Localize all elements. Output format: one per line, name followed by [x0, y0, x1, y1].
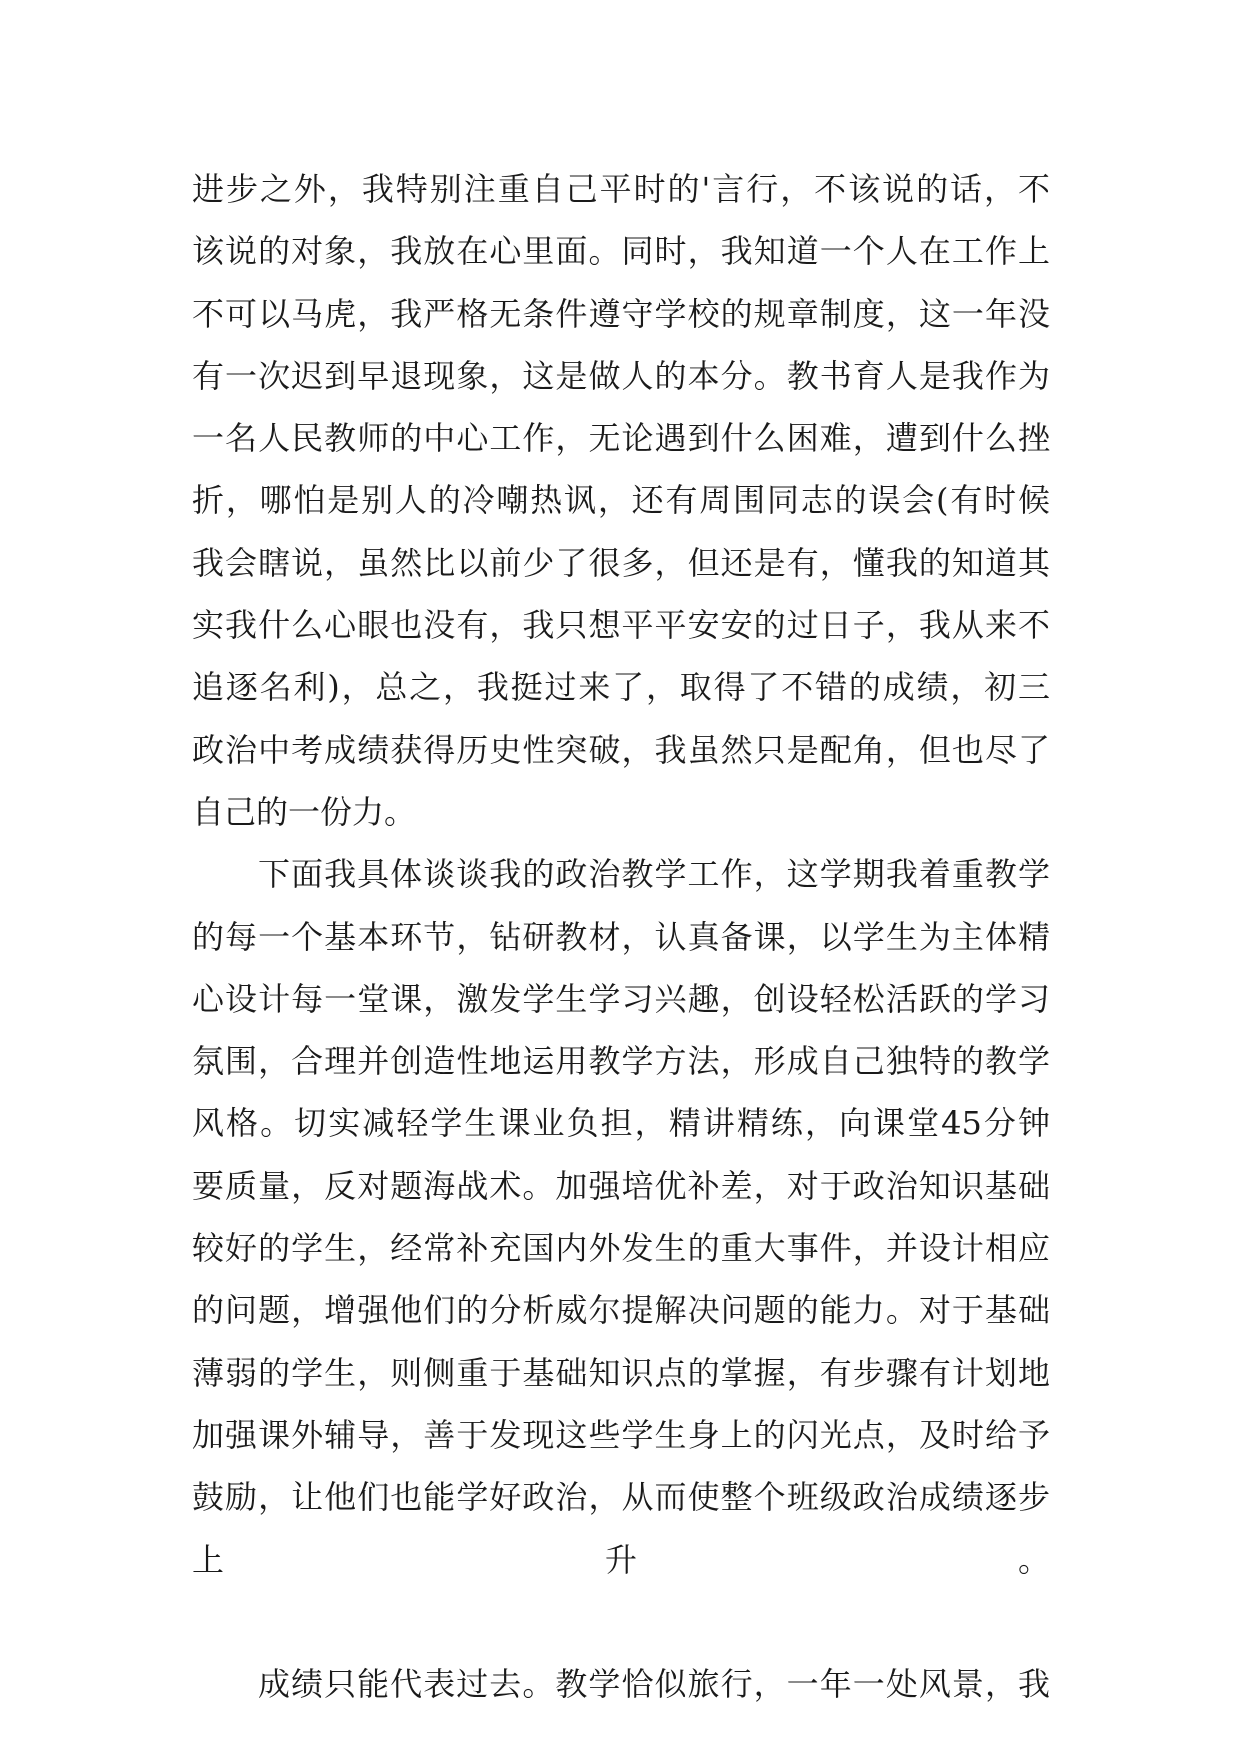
text-line: 的问题，增强他们的分析威尔提解决问题的能力。对于基础 [192, 1291, 1050, 1330]
text-line: 实我什么心眼也没有，我只想平平安安的过日子，我从来不 [192, 606, 1050, 645]
document-body [192, 158, 1050, 1715]
text-line: 一名人民教师的中心工作，无论遇到什么困难，遭到什么挫 [192, 419, 1050, 458]
text-line: 进步之外，我特别注重自己平时的'言行，不该说的话，不 [192, 170, 1050, 208]
text-line: 成绩只能代表过去。教学恰似旅行，一年一处风景，我 [258, 1665, 1050, 1704]
text-line: 政治中考成绩获得历史性突破，我虽然只是配角，但也尽了 [192, 730, 1050, 769]
paragraph-2 [192, 843, 1050, 1653]
text-line: 我会瞎说，虽然比以前少了很多，但还是有，懂我的知道其 [192, 543, 1050, 582]
text-line: 心设计每一堂课，激发学生学习兴趣，创设轻松活跃的学习 [192, 979, 1050, 1018]
text-line: 追逐名利)，总之，我挺过来了，取得了不错的成绩，初三 [192, 668, 1050, 707]
paragraph-1 [192, 158, 1050, 843]
text-line: 不可以马虎，我严格无条件遵守学校的规章制度，这一年没 [192, 294, 1050, 333]
text-line: 有一次迟到早退现象，这是做人的本分。教书育人是我作为 [192, 356, 1050, 395]
text-line: 较好的学生，经常补充国内外发生的重大事件，并设计相应 [192, 1229, 1050, 1268]
text-line: 加强课外辅导，善于发现这些学生身上的闪光点，及时给予 [192, 1415, 1050, 1454]
text-line: 的每一个基本环节，钻研教材，认真备课，以学生为主体精 [192, 917, 1050, 956]
text-line: 该说的对象，我放在心里面。同时，我知道一个人在工作上 [192, 232, 1050, 271]
text-line: 氛围，合理并创造性地运用教学方法，形成自己独特的教学 [192, 1042, 1050, 1081]
text-line: 下面我具体谈谈我的政治教学工作，这学期我着重教学 [258, 855, 1050, 894]
paragraph-3 [192, 1653, 1050, 1715]
text-line: 折，哪怕是别人的冷嘲热讽，还有周围同志的误会(有时候 [192, 481, 1050, 520]
text-line: 风格。切实减轻学生课业负担，精讲精练，向课堂45分钟 [192, 1104, 1050, 1143]
text-line [192, 1591, 1050, 1653]
text-line: 薄弱的学生，则侧重于基础知识点的掌握，有步骤有计划地 [192, 1353, 1050, 1392]
text-line: 自己的一份力。 [192, 792, 417, 831]
text-line: 上升。 [192, 1540, 1050, 1579]
text-line: 要质量，反对题海战术。加强培优补差，对于政治知识基础 [192, 1166, 1050, 1205]
text-line: 鼓励，让他们也能学好政治，从而使整个班级政治成绩逐步 [192, 1478, 1050, 1517]
